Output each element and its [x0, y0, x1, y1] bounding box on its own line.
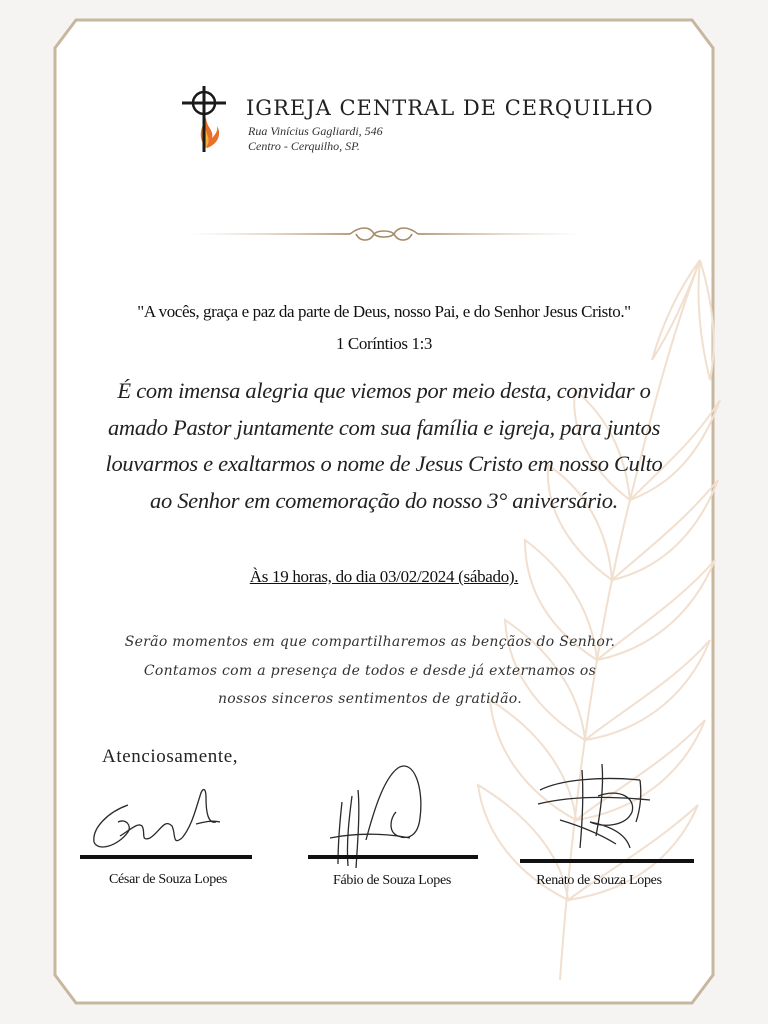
church-name: IGREJA CENTRAL DE CERQUILHO [246, 96, 654, 120]
event-date-time: Às 19 horas, do dia 03/02/2024 (sábado). [249, 567, 519, 586]
closing-line: Serão momentos em que compartilharemos as bençãos do Senhor. [124, 634, 616, 650]
signatory-name-cesar: César de Souza Lopes [108, 872, 228, 887]
invitation-line: amado Pastor juntamente com sua família e igreja, para juntos [107, 414, 661, 440]
signature-cesar [94, 790, 220, 847]
church-address-city: Centro - Cerquilho, SP. [248, 139, 360, 153]
bible-verse-reference: 1 Coríntios 1:3 [335, 334, 432, 353]
signatory-name-fabio: Fábio de Souza Lopes [332, 873, 452, 888]
invitation-line: É com imensa alegria que viemos por meio desta, convidar o [117, 378, 651, 403]
closing-line: nossos sinceros sentimentos de gratidão. [217, 691, 523, 707]
closing-line: Contamos com a presença de todos e desde já externamos os [143, 662, 597, 679]
church-address-street: Rua Vinícius Gagliardi, 546 [248, 124, 383, 138]
invitation-line: louvarmos e exaltarmos o nome de Jesus Cristo em nosso Culto [105, 451, 663, 476]
signatory-name-renato: Renato de Souza Lopes [536, 873, 662, 888]
signature-fabio [330, 766, 421, 868]
signature-renato [538, 764, 650, 848]
bible-verse-text: "A vocês, graça e paz da parte de Deus, nosso Pai, e do Senhor Jesus Cristo." [137, 302, 631, 321]
invitation-line: ao Senhor em comemoração do nosso 3° aniversário. [150, 487, 618, 513]
salutation: Atenciosamente, [102, 746, 239, 767]
